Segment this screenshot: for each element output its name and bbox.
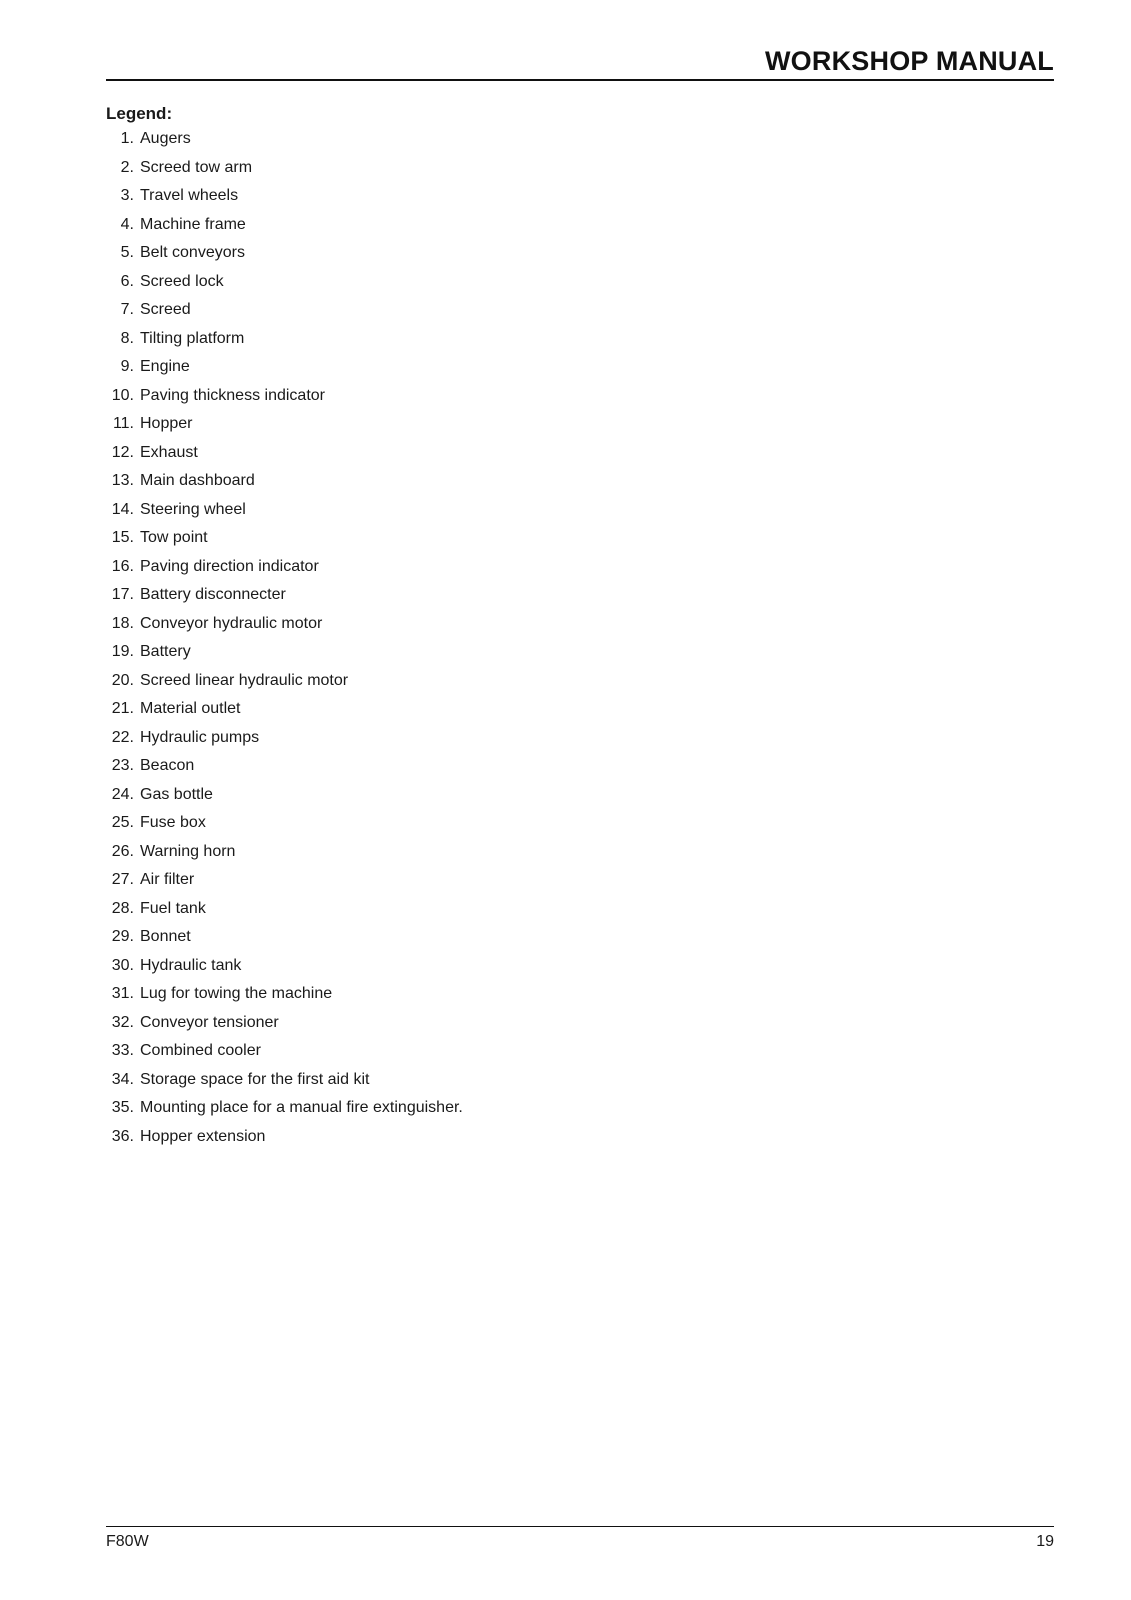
legend-item-label: Conveyor tensioner [140, 1013, 279, 1031]
legend-item [106, 671, 463, 700]
legend-item [106, 329, 463, 358]
legend-item-label: Hopper extension [140, 1127, 266, 1145]
legend-item [106, 728, 463, 757]
legend-item [106, 1127, 463, 1156]
legend-item [106, 785, 463, 814]
legend-item [106, 842, 463, 871]
legend-item-label: Main dashboard [140, 472, 255, 489]
legend-item-label: Air filter [140, 871, 195, 888]
footer-divider [106, 1526, 1054, 1527]
legend-item-number: 2. [120, 158, 134, 176]
legend-item-label: Travel wheels [140, 187, 239, 204]
legend-item-label: Hydraulic tank [140, 956, 242, 974]
legend-item-label: Conveyor hydraulic motor [140, 614, 323, 632]
legend-item-label: Mounting place for a manual fire extinguisher. [140, 1099, 463, 1116]
legend-item-label: Augers [140, 130, 191, 147]
legend-item [106, 1013, 463, 1042]
legend-item-label: Screed linear hydraulic motor [140, 671, 349, 689]
legend-item [106, 557, 463, 586]
legend-item [106, 471, 463, 500]
legend-item-label: Fuel tank [140, 899, 206, 917]
legend-item [106, 699, 463, 728]
legend-item-number: 9. [120, 358, 134, 375]
legend-item-number: 4. [120, 215, 134, 233]
legend-item [106, 215, 463, 244]
legend-item-number: 32. [111, 1013, 134, 1031]
legend-item [106, 1098, 463, 1127]
legend-item-label: Gas bottle [140, 785, 213, 803]
legend-item [106, 1070, 463, 1099]
legend-item-number: 24. [111, 785, 134, 803]
legend-title: Legend: [106, 104, 173, 123]
legend-item [106, 129, 463, 158]
legend-item [106, 443, 463, 472]
legend-item-number: 33. [111, 1042, 134, 1059]
legend-item-label: Hopper [140, 415, 193, 432]
legend-item [106, 414, 463, 443]
legend-item-label: Fuse box [140, 814, 206, 831]
footer-page-number: 19 [1036, 1533, 1054, 1550]
legend-item-number: 3. [120, 187, 134, 204]
legend-item-number: 11. [112, 415, 134, 432]
legend-item-label: Exhaust [140, 443, 198, 461]
legend-item [106, 642, 463, 671]
legend-item-label: Belt conveyors [140, 244, 245, 261]
legend-item-number: 19. [111, 643, 134, 660]
legend-item-number: 23. [111, 757, 134, 774]
legend-item [106, 528, 463, 557]
legend-item-label: Material outlet [140, 700, 241, 717]
legend-item-number: 26. [111, 842, 134, 860]
legend-item-label: Beacon [140, 757, 195, 774]
legend-item-number: 22. [111, 728, 134, 746]
legend-item-number: 15. [111, 529, 134, 546]
legend-item-number: 10. [111, 386, 134, 404]
legend-item [106, 614, 463, 643]
legend-item-label: Hydraulic pumps [140, 728, 260, 746]
legend-item-label: Storage space for the first aid kit [140, 1070, 370, 1088]
legend-item-label: Paving thickness indicator [140, 386, 325, 404]
legend-item-label: Screed tow arm [140, 158, 253, 176]
legend-item-number: 35. [111, 1099, 134, 1116]
legend-item [106, 927, 463, 956]
page-header-title: WORKSHOP MANUAL [765, 46, 1054, 76]
legend-item-label: Screed lock [140, 272, 224, 290]
footer-model: F80W [106, 1533, 149, 1550]
legend-item [106, 585, 463, 614]
legend-item-number: 13. [111, 472, 134, 489]
legend-item-number: 21. [111, 700, 134, 717]
legend-item [106, 1041, 463, 1070]
legend-item [106, 186, 463, 215]
legend-item [106, 158, 463, 187]
legend-item [106, 357, 463, 386]
legend-item-label: Warning horn [140, 842, 236, 860]
legend-item-number: 31. [111, 985, 134, 1002]
legend-item-label: Combined cooler [140, 1042, 261, 1059]
legend-item-label: Paving direction indicator [140, 557, 319, 575]
legend-item [106, 956, 463, 985]
legend-item-number: 18. [111, 614, 134, 632]
legend-item [106, 272, 463, 301]
legend-item-number: 16. [111, 557, 134, 575]
legend-item-label: Bonnet [140, 928, 191, 945]
legend-item-label: Tow point [140, 529, 208, 546]
legend-item-number: 8. [120, 329, 134, 347]
legend-item [106, 870, 463, 899]
legend-item [106, 899, 463, 928]
legend-item-number: 20. [111, 671, 134, 689]
legend-item-number: 5. [120, 244, 134, 261]
legend-item [106, 243, 463, 272]
legend-item [106, 500, 463, 529]
legend-item-label: Lug for towing the machine [140, 985, 333, 1002]
legend-item [106, 300, 463, 329]
legend-item-number: 27. [111, 871, 134, 888]
legend-item-number: 14. [111, 500, 134, 518]
legend-item-number: 29. [111, 928, 134, 945]
legend-item-label: Tilting platform [140, 329, 245, 347]
legend-item [106, 386, 463, 415]
legend-item-number: 1. [120, 130, 134, 147]
legend-item-label: Machine frame [140, 215, 246, 233]
legend-list [106, 129, 463, 1155]
legend-item-number: 7. [120, 301, 134, 318]
legend-item-number: 12. [111, 443, 134, 461]
legend-item-label: Engine [140, 358, 190, 375]
legend-item-number: 25. [111, 814, 134, 831]
legend-item-number: 6. [120, 272, 134, 290]
legend-item-label: Battery [140, 643, 191, 660]
legend-item-number: 30. [111, 956, 134, 974]
legend-item-number: 17. [111, 586, 134, 603]
legend-item [106, 984, 463, 1013]
legend-item-number: 36. [111, 1127, 134, 1145]
header-divider [106, 79, 1054, 81]
legend-item-number: 34. [111, 1070, 134, 1088]
legend-item-label: Battery disconnecter [140, 586, 286, 603]
legend-item-label: Screed [140, 301, 191, 318]
legend-item-number: 28. [111, 899, 134, 917]
legend-item [106, 813, 463, 842]
legend-item [106, 756, 463, 785]
legend-item-label: Steering wheel [140, 500, 246, 518]
